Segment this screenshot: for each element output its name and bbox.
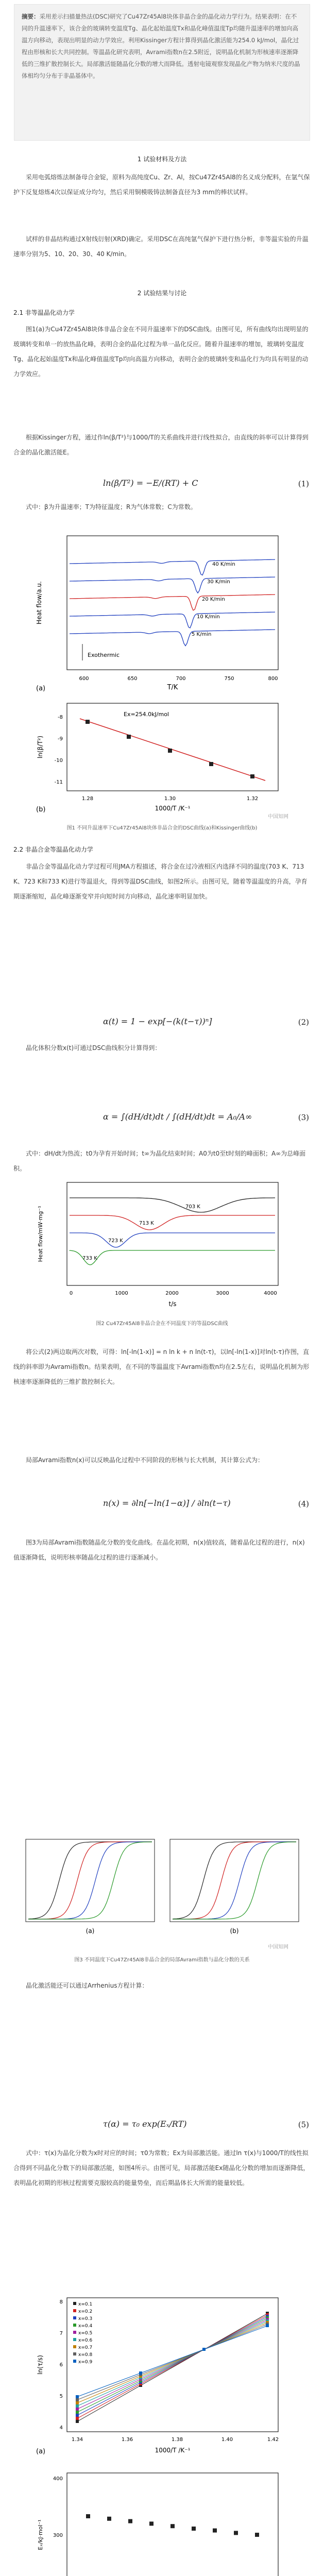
data-point — [170, 2524, 175, 2528]
dsc-curve — [70, 630, 275, 646]
dsc-curve — [70, 577, 275, 593]
paragraph: 图3为局部Avrami指数随晶化分数的变化曲线。在晶化初期，n(x)值较高，随着晶化过程的进行，n(x)值逐渐降低，说明形核率随晶化过程的进行逐渐减小。 — [13, 1539, 305, 1561]
paragraph: 晶化体积分数x(t)可通过DSC曲线积分计算得到： — [26, 1044, 161, 1052]
equation-formula: α(t) = 1 − exp[−(k(t−τ))ⁿ] — [103, 1016, 212, 1026]
curve-label: 5 K/min — [192, 632, 212, 637]
panel-label: (a) — [36, 685, 46, 692]
figure-4b-activation-energy-chart — [31, 2468, 294, 2576]
data-point — [255, 2533, 259, 2537]
x-tick-label: 2000 — [165, 1291, 179, 1296]
data-point — [213, 2529, 217, 2533]
data-point — [107, 2517, 111, 2521]
curve-label: 733 K — [82, 1256, 97, 1261]
equation-number: (1) — [298, 479, 309, 488]
figure-2-isothermal-dsc — [31, 1177, 294, 1311]
section-1-title: 1 试验材料及方法 — [137, 156, 187, 163]
abstract-label: 摘要： — [22, 13, 40, 20]
equation-5 — [15, 2115, 309, 2138]
y-tick-label: -9 — [58, 736, 63, 742]
equation-formula: α = ∫(dH/dt)dt / ∫(dH/dt)dt = A₀/A∞ — [103, 1112, 252, 1122]
legend-label: x=0.9 — [78, 2360, 93, 2365]
x-tick-label: 1.30 — [164, 796, 176, 802]
data-point — [76, 2417, 79, 2420]
legend-label: x=0.1 — [78, 2302, 93, 2307]
panel-label: (b) — [230, 1927, 239, 1935]
isothermal-curve — [70, 1250, 275, 1265]
subsection-title: 2.2 非晶合金等温晶化动力学 — [13, 846, 93, 853]
equation-formula: ln(β/T²) = −E/(RT) + C — [103, 478, 198, 488]
data-point — [234, 2531, 238, 2535]
paragraph: 式中：τ(x)为晶化分数为x时对应的时间；τ0为常数；Ex为局部激活能。通过ln τ(x)与1000/T的线性拟合得到不同晶化分数下的局部激活能，如图4所示。由图可见，局部激活能Ex随晶化分数的增加而逐渐降低，表明晶化初期的形核过程需要克服较高的能量势垒，而后期晶体长大所需的能量较低。 — [13, 2149, 310, 2187]
y-axis-label: ln(β/T²) — [37, 735, 44, 759]
dsc-curves — [70, 560, 275, 646]
paragraph: 晶化激活能还可以通过Arrhenius方程计算： — [26, 1982, 148, 1989]
data-point — [266, 2324, 269, 2327]
data-point — [202, 2348, 206, 2351]
x-tick-label: 700 — [176, 676, 186, 682]
legend-swatch — [73, 2331, 76, 2334]
dsc-curve — [70, 560, 275, 575]
watermark: 中国知网 — [268, 1944, 288, 1950]
paragraph: 局部Avrami指数n(x)可以反映晶化过程中不同阶段的形核与长大机制，其计算公式为： — [26, 1456, 264, 1464]
x-tick-label: 1000 — [115, 1291, 128, 1296]
fit-line — [77, 2313, 268, 2421]
fit-line — [77, 2321, 268, 2406]
x-tick-label: 650 — [127, 676, 138, 682]
legend-swatch — [73, 2302, 76, 2305]
isothermal-curves — [70, 1198, 275, 1265]
x-tick-label: 3000 — [216, 1291, 229, 1296]
section-2-title: 2 试验结果与讨论 — [137, 290, 187, 297]
legend-swatch — [73, 2345, 76, 2348]
equation-number: (5) — [298, 2120, 309, 2129]
legend-label: x=0.2 — [78, 2309, 93, 2314]
sigmoid-curve — [28, 1842, 152, 1919]
data-point — [209, 762, 213, 766]
x-tick-label: 1.42 — [267, 2437, 279, 2443]
figure-1-caption: 图1 不同升温速率下Cu47Zr45Al8块体非晶合金的DSC曲线(a)和Kissinger曲线(b) — [66, 825, 258, 831]
legend-label: x=0.7 — [78, 2345, 93, 2350]
data-point — [250, 774, 254, 778]
equation-4 — [15, 1494, 309, 1525]
panel-label: (a) — [86, 1927, 95, 1935]
curve-label: 723 K — [108, 1238, 123, 1244]
legend-swatch — [73, 2309, 76, 2312]
equation-3 — [15, 1108, 309, 1139]
fit-line — [77, 2316, 268, 2415]
data-point — [76, 2401, 79, 2404]
abstract-text: 采用差示扫描量热法(DSC)研究了Cu47Zr45Al8块体非晶合金的晶化动力学行为。结果表明：在不同的升温速率下，该合金的玻璃转变温度Tg、晶化起始温度Tx和晶化峰值温度Tp均随升温速率的增加向高温方向移动，表现出明显的动力学效应。利用Kissinger方程计算得到晶化激活能为254.0 kJ/mol，晶化过程由形核和长大共同控制。等温晶化研究表明，Avrami指数n在2.5附近，说明晶化机制为形核速率逐渐降低的三维扩散控制长大。局部激活能随晶化分数的增大而降低。透射电镜观察发现晶化产物为纳米尺度的晶体相均匀分布于非晶基体中。 — [22, 13, 300, 79]
panel-label: (a) — [36, 2448, 46, 2455]
x-tick-label: 0 — [69, 1291, 73, 1296]
data-point — [76, 2408, 79, 2411]
fit-line — [80, 719, 265, 781]
y-tick-label: -11 — [54, 779, 63, 785]
isothermal-curve — [70, 1215, 275, 1230]
curve-label: 713 K — [139, 1221, 154, 1226]
y-tick-label: 4 — [59, 2425, 63, 2431]
paragraph: 非晶合金等温晶化动力学过程可用JMA方程描述，将合金在过冷液相区内选择不同的温度(703 K、713 K、723 K和733 K)进行等温退火，得到等温DSC曲线，如图2所示。由图可见，随着等温温度的升高，孕育期逐渐缩短，晶化峰逐渐变窄并向短时间方向移动，晶化速率明显加快。 — [13, 863, 308, 900]
equation-formula: τ(α) = τ₀ exp(Eₓ/RT) — [103, 2119, 187, 2129]
paragraph: 试样的非晶结构通过X射线衍射(XRD)确定。采用DSC在高纯氩气保护下进行热分析，非等温实验的升温速率分别为5、10、20、30、40 K/min。 — [13, 235, 309, 258]
activation-energy-points — [86, 2514, 259, 2537]
data-point — [149, 2521, 154, 2526]
y-tick-label: 400 — [53, 2476, 63, 2482]
fit-line — [77, 2318, 268, 2412]
legend-label: x=0.6 — [78, 2338, 93, 2343]
x-tick-label: 1.34 — [71, 2437, 83, 2443]
legend-swatch — [73, 2324, 76, 2327]
legend-label: x=0.5 — [78, 2331, 93, 2336]
plot-frame — [67, 536, 278, 670]
y-tick-label: 7 — [59, 2331, 63, 2336]
kissinger-points — [86, 720, 254, 778]
figure-4a-arrhenius-chart — [31, 2293, 294, 2458]
figure-3-caption: 图3 不同温度下Cu47Zr45Al8非晶合金的局部Avrami指数与晶化分数的关系 — [74, 1957, 250, 1963]
equation-number: (2) — [298, 1018, 309, 1027]
figure-1b-kissinger-chart — [31, 698, 294, 817]
equation-2 — [15, 1012, 309, 1035]
legend-swatch — [73, 2352, 76, 2355]
x-axis-label: t/s — [168, 1300, 177, 1308]
figure-3 — [15, 1834, 309, 1937]
figure-1a-dsc-chart — [31, 526, 294, 696]
equation-1 — [15, 474, 309, 497]
y-tick-label: 300 — [53, 2533, 63, 2538]
data-point — [76, 2411, 79, 2414]
x-tick-label: 1.28 — [81, 796, 94, 802]
activation-energy-label: Ex=254.0kJ/mol — [124, 711, 169, 718]
plot-frame — [170, 1839, 299, 1922]
x-tick-label: 750 — [224, 676, 234, 682]
data-point — [76, 2420, 79, 2423]
equation-formula: n(x) = ∂ln[−ln(1−α)] / ∂ln(t−τ) — [103, 1498, 231, 1508]
y-axis-label: ln(τ/s) — [37, 2355, 44, 2375]
curve-label: 40 K/min — [212, 562, 235, 567]
data-point — [76, 2395, 79, 2398]
fit-line — [77, 2326, 268, 2397]
watermark: 中国知网 — [268, 814, 288, 820]
x-tick-label: 1.36 — [121, 2437, 133, 2443]
data-point — [86, 720, 90, 724]
sigmoid-curve — [173, 1842, 296, 1919]
figure-3-panels — [15, 1834, 309, 1937]
sigmoid-curve — [173, 1842, 296, 1919]
fit-line — [77, 2319, 268, 2409]
y-tick-label: -10 — [54, 758, 63, 764]
data-point — [139, 2371, 142, 2375]
y-tick-label: 5 — [59, 2394, 63, 2399]
curve-label: 20 K/min — [202, 597, 225, 602]
equation-number: (4) — [298, 1499, 309, 1509]
sigmoid-curve — [173, 1842, 296, 1919]
x-axis-label: 1000/T /K⁻¹ — [155, 2447, 191, 2454]
arrhenius-lines — [76, 2312, 269, 2423]
subsection-title: 2.1 非等温晶化动力学 — [13, 309, 75, 316]
fit-line — [77, 2324, 268, 2400]
fit-line — [77, 2323, 268, 2403]
x-axis-label: 1000/T /K⁻¹ — [155, 805, 191, 812]
legend-swatch — [73, 2338, 76, 2341]
legend-swatch — [73, 2316, 76, 2319]
curve-label: 10 K/min — [197, 614, 220, 620]
data-point — [76, 2398, 79, 2401]
isothermal-curve — [70, 1233, 275, 1247]
plot-frame — [67, 703, 278, 791]
y-tick-label: 8 — [59, 2299, 63, 2305]
legend — [73, 2302, 92, 2365]
y-tick-label: 6 — [59, 2362, 63, 2368]
abstract-box — [14, 4, 310, 141]
x-tick-label: 1.40 — [221, 2437, 233, 2443]
y-tick-label: -8 — [58, 715, 63, 720]
equation-number: (3) — [298, 1113, 309, 1122]
x-tick-label: 1.38 — [171, 2437, 183, 2443]
dsc-curve — [70, 595, 275, 611]
paragraph: 将公式(2)两边取两次对数，可得：ln[-ln(1-x)] = n ln k + n ln(t-τ)，以ln[-ln(1-x)]对ln(t-τ)作图，直线的斜率即为Avrami指数n。结果表明，在不同的等温温度下Avrami指数n均在2.5左右，说明晶化机制为形核速率逐渐降低的三维扩散控制长大。 — [13, 1348, 310, 1385]
sigmoid-curve — [28, 1842, 152, 1919]
legend-swatch — [73, 2360, 76, 2363]
sigmoid-curve — [173, 1842, 296, 1919]
sigmoid-curve — [28, 1842, 152, 1919]
x-tick-label: 800 — [268, 676, 278, 682]
legend-label: x=0.4 — [78, 2324, 93, 2329]
curve-label: 703 K — [185, 1204, 200, 1210]
data-point — [168, 749, 172, 753]
x-tick-label: 1.32 — [246, 796, 259, 802]
paragraph: 式中：β为升温速率；T为特征温度；R为气体常数；C为常数。 — [26, 503, 197, 511]
panel-label: (b) — [36, 806, 46, 814]
figure-2-caption: 图2 Cu47Zr45Al8非晶合金在不同温度下的等温DSC曲线 — [96, 1321, 228, 1327]
x-axis-label: T/K — [167, 684, 178, 691]
paragraph: 根据Kissinger方程，通过作ln(β/T²)与1000/T的关系曲线并进行线性拟合，由直线的斜率可以计算得到合金的晶化激活能E。 — [13, 434, 309, 456]
dsc-curve — [70, 612, 275, 628]
data-point — [192, 2527, 196, 2531]
paragraph: 采用电弧熔炼法制备母合金锭，原料为高纯度Cu、Zr、Al，按Cu47Zr45Al8的名义成分配料，在氩气保护下反复熔炼4次以保证成分均匀，然后采用铜模吸铸法制备直径为3 mm的棒状试样。 — [13, 174, 310, 196]
data-point — [128, 2519, 132, 2523]
x-tick-label: 600 — [79, 676, 89, 682]
y-axis-label: Heat flow/a.u. — [36, 581, 43, 624]
figure-3a-plot — [26, 1839, 155, 1922]
sigmoid-curve — [28, 1842, 152, 1919]
exothermic-label: Exothermic — [88, 652, 120, 658]
data-point — [76, 2414, 79, 2417]
data-point — [127, 735, 131, 739]
curve-label: 30 K/min — [207, 579, 230, 585]
paragraph: 式中：dH/dt为热流；t0为孕育开始时间；t∞为晶化结束时间；A0为t0至t时刻的峰面积；A∞为总峰面积。 — [13, 1150, 306, 1172]
x-tick-label: 4000 — [264, 1291, 277, 1296]
paragraph: 图1(a)为Cu47Zr45Al8块体非晶合金在不同升温速率下的DSC曲线。由图可见，所有曲线均出现明显的玻璃转变和单一的放热晶化峰，表明合金的晶化过程为单一晶化反应。随着升温速率的增加，玻璃转变温度Tg、晶化起始温度Tx和晶化峰值温度Tp均向高温方向移动，表明合金的玻璃转变和晶化行为均具有明显的动力学效应。 — [13, 326, 309, 378]
y-axis-label: Eₓ/kJ·mol⁻¹ — [37, 2519, 44, 2550]
figure-3b-plot — [170, 1839, 299, 1922]
legend-label: x=0.3 — [78, 2316, 93, 2321]
plot-frame — [26, 1839, 155, 1922]
data-point — [76, 2404, 79, 2408]
fit-line — [77, 2315, 268, 2418]
legend-label: x=0.8 — [78, 2352, 93, 2358]
isothermal-curve — [70, 1198, 275, 1212]
data-point — [86, 2514, 90, 2518]
y-axis-label: Heat flow/mW·mg⁻¹ — [37, 1206, 44, 1262]
